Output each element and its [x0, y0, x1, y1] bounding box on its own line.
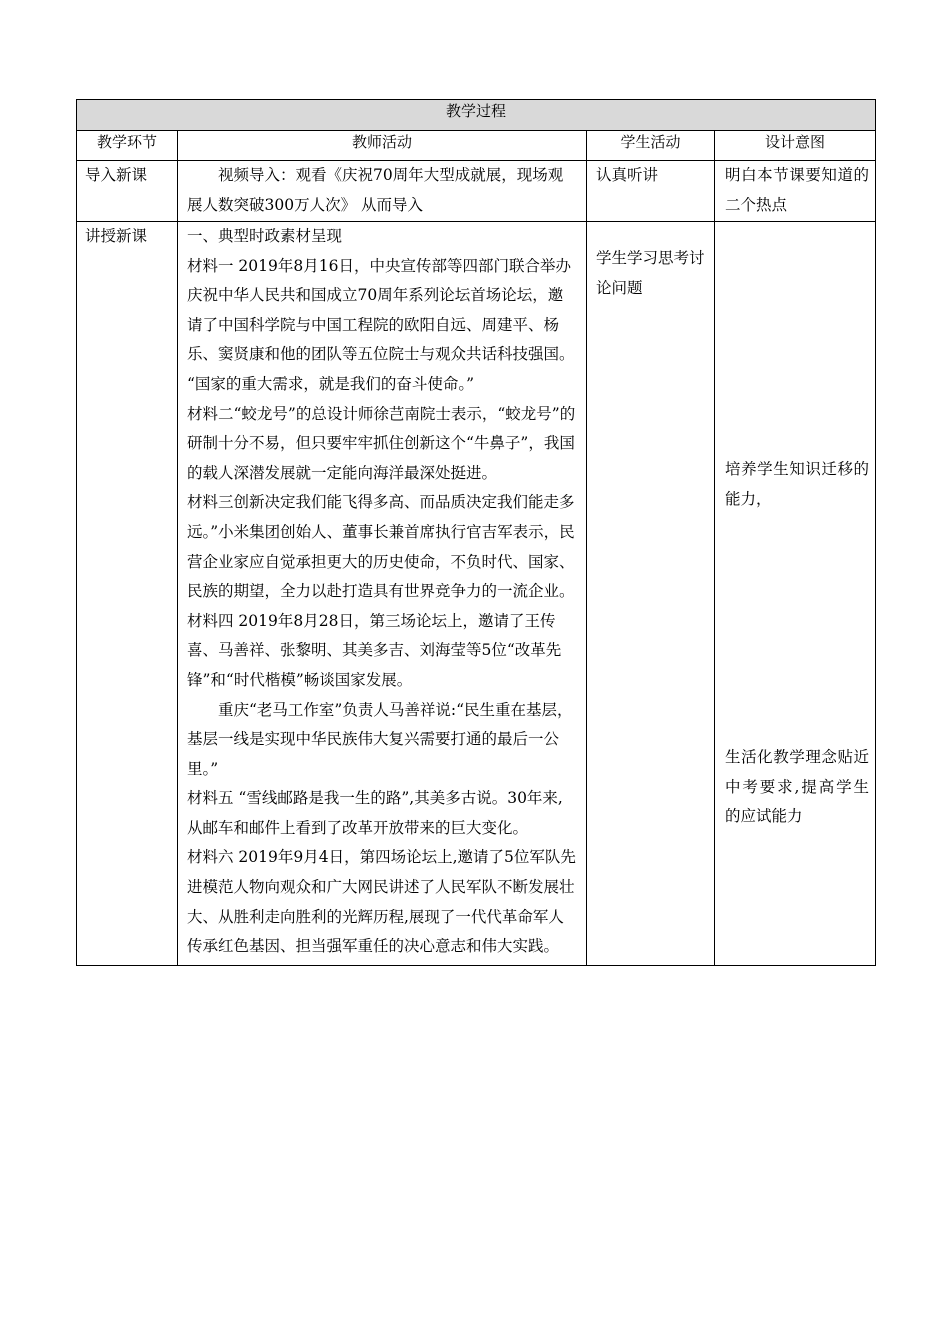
intro-student-activity: 认真听讲	[587, 161, 715, 222]
material-1-quote: “国家的重大需求，就是我们的奋斗使命。”	[187, 374, 475, 393]
section-heading: 一、典型时政素材呈现	[187, 227, 343, 245]
material-6: 材料六 2019年9月4日，第四场论坛上,邀请了5位军队先进模范人物向观众和广大网民讲述了人民军队不断发展壮大、从胜利走向胜利的光辉历程,展现了一代代革命军人传承红色基因、担当强军重任的决心意志和伟大实践。	[187, 848, 576, 956]
lecture-student-text: 学生学习思考讨论问题	[596, 249, 705, 297]
lecture-stage: 讲授新课	[77, 222, 178, 966]
table-row	[77, 161, 876, 222]
header-design-intent: 设计意图	[715, 131, 876, 161]
intro-teacher-activity	[178, 161, 587, 222]
intent-knowledge-transfer: 培养学生知识迁移的能力，	[725, 460, 870, 508]
material-4-quote: 重庆“老马工作室”负责人马善祥说:“民生重在基层，基层一线是实现中华民族伟大复兴需要打通的最后一公里。”	[187, 700, 573, 778]
header-teacher-activity: 教师活动	[178, 131, 587, 161]
intent-life-teaching: 生活化教学理念贴近中考要求,提高学生的应试能力	[725, 748, 870, 826]
header-stage: 教学环节	[77, 131, 178, 161]
header-student-activity: 学生活动	[587, 131, 715, 161]
intro-stage: 导入新课	[77, 161, 178, 222]
material-5: 材料五 “雪线邮路是我一生的路”,其美多古说。30年来,从邮车和邮件上看到了改革开放带来的巨大变化。	[187, 789, 563, 837]
lecture-design-intent	[715, 222, 876, 966]
material-1: 材料一 2019年8月16日，中央宣传部等四部门联合举办庆祝中华人民共和国成立70周年系列论坛首场论坛，邀请了中国科学院与中国工程院的欧阳自远、周建平、杨乐、窦贤康和他的团队等五位院士与观众共话科技强国。	[187, 256, 575, 364]
table-title: 教学过程	[77, 100, 876, 131]
material-4: 材料四 2019年8月28日，第三场论坛上，邀请了王传喜、马善祥、张黎明、其美多吉、刘海莹等5位“改革先锋”和“时代楷模”畅谈国家发展。	[187, 611, 562, 689]
intro-design-intent: 明白本节课要知道的二个热点	[715, 161, 876, 222]
lecture-student-activity	[587, 222, 715, 966]
teaching-process-table	[76, 99, 876, 966]
lecture-teacher-activity	[178, 222, 587, 966]
table-row	[77, 222, 876, 966]
intro-teacher-text: 视频导入：观看《庆祝70周年大型成就展，现场观展人数突破300万人次》 从而导入	[187, 166, 564, 214]
material-3: 材料三创新决定我们能飞得多高、而品质决定我们能走多远。”小米集团创始人、董事长兼首席执行官吉军表示，民营企业家应自觉承担更大的历史使命，不负时代、国家、民族的期望，全力以赴打造具有世界竞争力的一流企业。	[187, 493, 575, 601]
material-2: 材料二“蛟龙号”的总设计师徐芑南院士表示，“蛟龙号”的研制十分不易，但只要牢牢抓住创新这个“牛鼻子”，我国的载人深潜发展就一定能向海洋最深处挺进。	[187, 404, 576, 482]
